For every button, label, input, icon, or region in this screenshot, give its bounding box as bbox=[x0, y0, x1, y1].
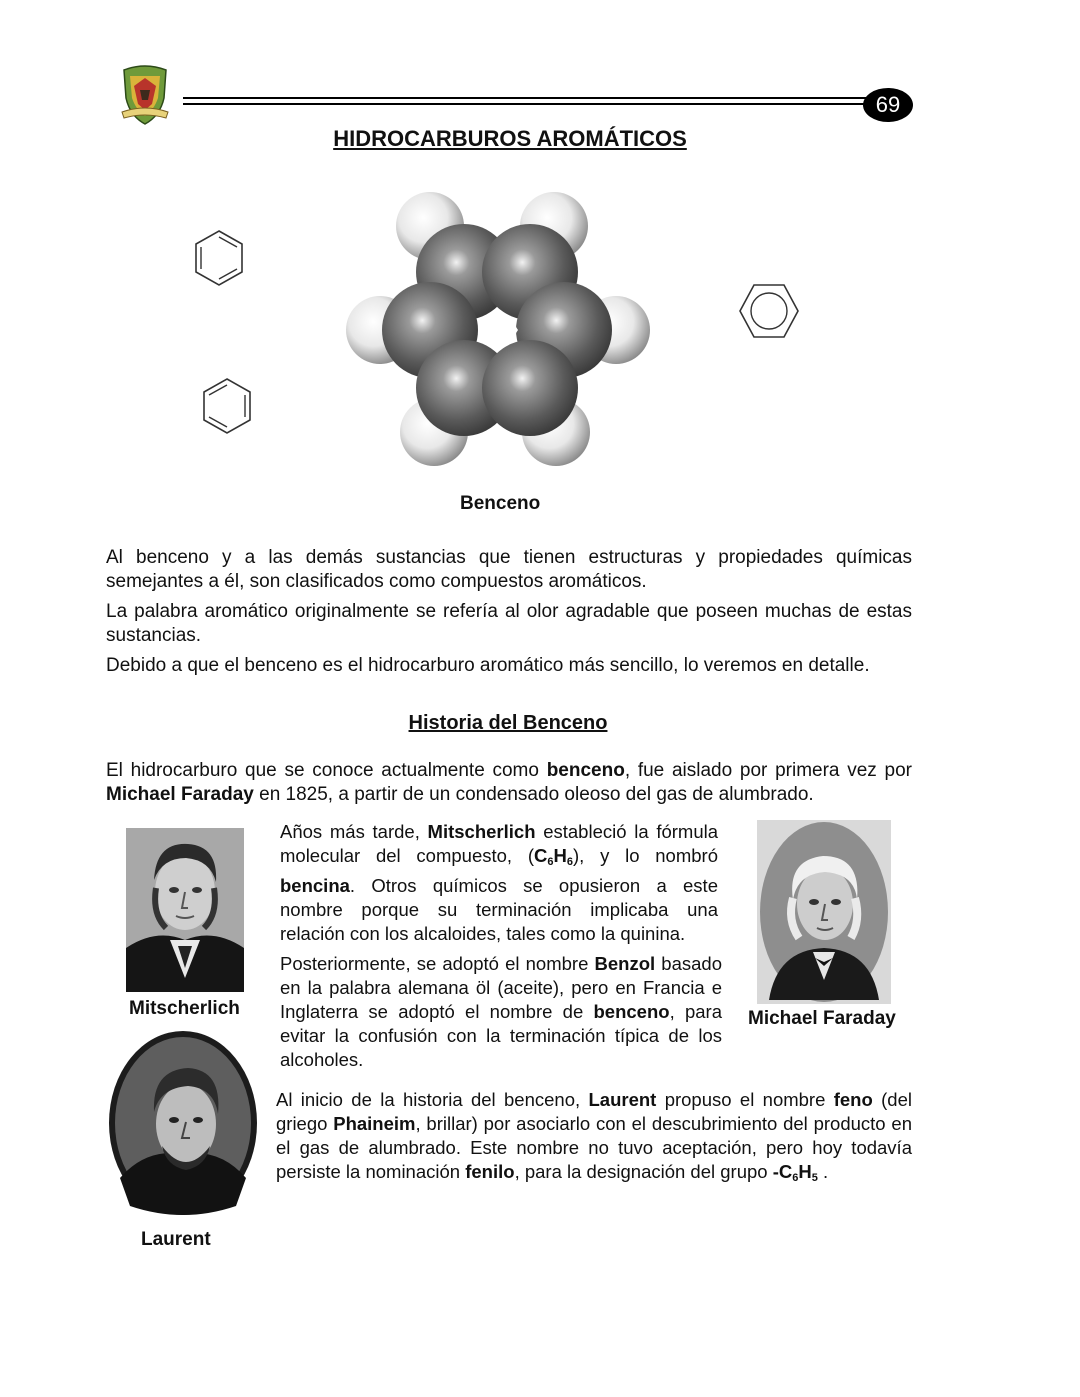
mitscherlich-portrait bbox=[126, 828, 244, 992]
page-number-badge: 69 bbox=[863, 88, 913, 122]
benzene-space-filling-model bbox=[342, 188, 654, 472]
historia-paragraph-2: Años más tarde, Mitscherlich estableció la fórmula molecular del compuesto, $(C_6H_6)$, y lo nombró bencina. Otros químicos se opusieron a este nombre porque su terminación implicaba una relación con los alcaloides, tales como la quinina. bbox=[280, 821, 719, 944]
historia-paragraph-4: Al inicio de la historia del benceno, Laurent propuso el nombre feno (del griego Phaineim, brillar) por asociarlo con el descubrimiento del producto en el gas de alumbrado. Este nombre no tuvo aceptación, pero hoy todavía persiste la nominación fenilo, para la designación del grupo $-C_6H_5$ . bbox=[276, 1089, 912, 1184]
benzene-kekule-structure-2 bbox=[200, 376, 254, 436]
section-title-historia: Historia del Benceno bbox=[408, 712, 608, 734]
michael-faraday-portrait bbox=[757, 820, 891, 1004]
intro-paragraph-3: Debido a que el benceno es el hidrocarburo aromático más sencillo, lo veremos en detalle. bbox=[106, 655, 870, 676]
intro-paragraph-1: Al benceno y a las demás sustancias que tienen estructuras y propiedades químicas semejantes a él, son clasificados como compuestos aromáticos. bbox=[106, 547, 912, 592]
benzene-resonance-structure bbox=[738, 283, 800, 339]
page-title: HIDROCARBUROS AROMÁTICOS bbox=[333, 126, 687, 151]
laurent-portrait bbox=[106, 1028, 260, 1218]
historia-paragraph-1: El hidrocarburo que se conoce actualmente como benceno, fue aislado por primera vez por Michael Faraday en 1825, a partir de un condensado oleoso del gas de alumbrado. bbox=[106, 760, 912, 805]
intro-paragraph-2: La palabra aromático originalmente se refería al olor agradable que poseen muchas de estas sustancias. bbox=[106, 601, 912, 646]
school-emblem-logo bbox=[118, 64, 172, 126]
header-rule bbox=[183, 97, 873, 107]
portrait-caption-mitscherlich: Mitscherlich bbox=[129, 998, 240, 1019]
portrait-caption-laurent: Laurent bbox=[141, 1229, 211, 1250]
benzene-kekule-structure-1 bbox=[192, 228, 246, 288]
figure-caption-benceno: Benceno bbox=[460, 493, 541, 514]
historia-paragraph-3: Posteriormente, se adoptó el nombre Benzol basado en la palabra alemana öl (aceite), pero en Francia e Inglaterra se adoptó el nombre de benceno, para evitar la confusión con la terminación típica de los alcoholes. bbox=[280, 953, 722, 1070]
portrait-caption-faraday: Michael Faraday bbox=[748, 1008, 896, 1029]
